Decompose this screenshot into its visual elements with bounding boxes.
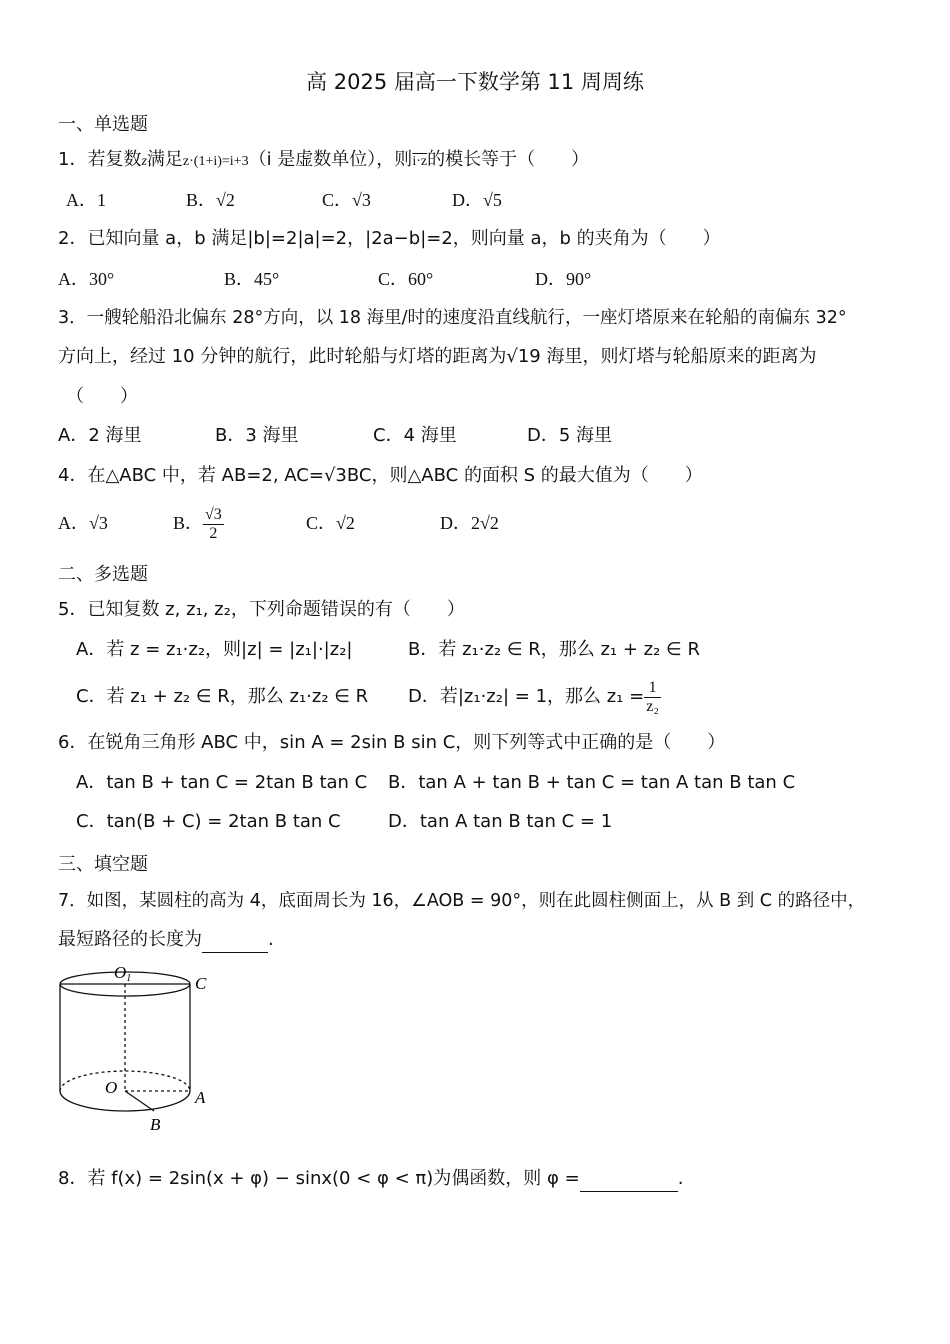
q5-d-denominator: z₂	[646, 697, 659, 715]
q7-answer-blank[interactable]	[202, 928, 268, 953]
q1-conj: i·z	[412, 154, 428, 169]
label-c: C	[195, 974, 207, 993]
label-o: O	[105, 1078, 118, 1097]
label-o1: O1	[114, 963, 132, 984]
q2-option-c: C．60°	[378, 269, 434, 289]
q8-answer-blank[interactable]	[580, 1167, 678, 1192]
q1-text-a: 若复数	[87, 149, 142, 170]
label-a: A	[195, 1088, 206, 1107]
q1-number: 1．	[58, 149, 88, 170]
cylinder-figure	[48, 958, 228, 1138]
q2-option-a: A．30°	[58, 269, 115, 289]
q1-text-d: 的模长等于（ ）	[427, 149, 590, 170]
q8-end: .	[677, 1168, 684, 1189]
q5-option-d	[408, 672, 661, 722]
question-3-line-2: 方向上，经过 10 分钟的航行，此时轮船与灯塔的距离为√19 海里，则灯塔与轮船原来的距离为	[58, 346, 817, 367]
q7-line-2-end: .	[268, 929, 274, 950]
q4-option-b-label: B．	[173, 513, 204, 533]
q6-option-b: B．tan A + tan B + tan C = tan A tan B tan C	[388, 772, 796, 793]
page-title: 高 2025 届高一下数学第 11 周周练	[306, 70, 644, 94]
section-heading-single-choice: 一、单选题	[58, 114, 148, 135]
question-6: 6．在锐角三角形 ABC 中，sin A = 2sin B sin C，则下列等式中正确的是（ ）	[58, 732, 726, 753]
q4-option-b-fraction	[203, 506, 224, 543]
q2-option-d: D．90°	[535, 269, 592, 289]
q3-option-b: B．3 海里	[215, 425, 299, 446]
q2-option-b: B．45°	[224, 269, 280, 289]
q3-option-d: D．5 海里	[527, 425, 613, 446]
q5-option-b: B．若 z₁·z₂ ∈ R，那么 z₁ + z₂ ∈ R	[408, 639, 700, 660]
q3-option-a: A．2 海里	[58, 425, 142, 446]
question-3-line-1: 3．一艘轮船沿北偏东 28°方向，以 18 海里/时的速度沿直线航行，一座灯塔原来在轮船的南偏东 32°	[58, 308, 847, 328]
question-4: 4．在△ABC 中，若 AB=2, AC=√3BC，则△ABC 的面积 S 的最大值为（ ）	[58, 465, 703, 486]
question-3-line-3: （ ）	[66, 386, 138, 407]
cylinder-bottom-front-arc	[60, 1091, 190, 1111]
q8-text: 8．若 f(x) = 2sin(x + φ) − sinx(0 < φ < π)为偶函数，则 φ =	[58, 1168, 580, 1189]
q4-option-b	[173, 498, 224, 548]
section-heading-multiple-choice: 二、多选题	[58, 564, 148, 585]
q6-option-a: A．tan B + tan C = 2tan B tan C	[76, 772, 368, 793]
q5-option-d-fraction	[644, 679, 661, 716]
q1-var: z	[141, 154, 147, 169]
label-b: B	[150, 1115, 161, 1134]
q5-option-d-label: D．若|z₁·z₂| = 1，那么 z₁ =	[408, 686, 645, 707]
radius-ob	[125, 1091, 154, 1111]
question-1	[58, 148, 589, 174]
q1-option-c: C．√3	[322, 190, 371, 210]
q1-option-a: A．1	[66, 190, 106, 210]
q4-b-numerator: √3	[205, 506, 222, 524]
section-heading-fill-blank: 三、填空题	[58, 854, 148, 875]
q4-option-c: C．√2	[306, 513, 355, 533]
q1-text-b: 满足	[146, 149, 183, 170]
q1-option-d: D．√5	[452, 190, 502, 210]
q4-option-a: A．√3	[58, 513, 108, 533]
question-7-line-2	[58, 928, 274, 953]
q5-option-c: C．若 z₁ + z₂ ∈ R，那么 z₁·z₂ ∈ R	[76, 686, 369, 707]
q1-equation: z·(1+i)=i+3	[182, 154, 249, 169]
q3-option-c: C．4 海里	[373, 425, 457, 446]
q1-text-c: （i 是虚数单位），则	[248, 149, 413, 170]
q5-d-numerator: 1	[644, 679, 661, 698]
question-5: 5．已知复数 z, z₁, z₂，下列命题错误的有（ ）	[58, 599, 465, 620]
q6-option-c: C．tan(B + C) = 2tan B tan C	[76, 811, 341, 832]
q6-option-d: D．tan A tan B tan C = 1	[388, 811, 613, 832]
q4-option-d: D．2√2	[440, 513, 499, 533]
q1-option-b: B．√2	[186, 190, 235, 210]
q7-line-2-text: 最短路径的长度为	[58, 929, 202, 950]
question-2: 2．已知向量 a，b 满足|b|=2|a|=2，|2a−b|=2，则向量 a，b 的夹角为（ ）	[58, 228, 721, 249]
question-8	[58, 1167, 683, 1192]
q4-b-denominator: 2	[209, 525, 218, 543]
q5-option-a: A．若 z = z₁·z₂，则|z| = |z₁|·|z₂|	[76, 639, 353, 660]
question-7-line-1: 7．如图，某圆柱的高为 4，底面周长为 16，∠AOB = 90°，则在此圆柱侧面上，从 B 到 C 的路径中，	[58, 891, 866, 911]
